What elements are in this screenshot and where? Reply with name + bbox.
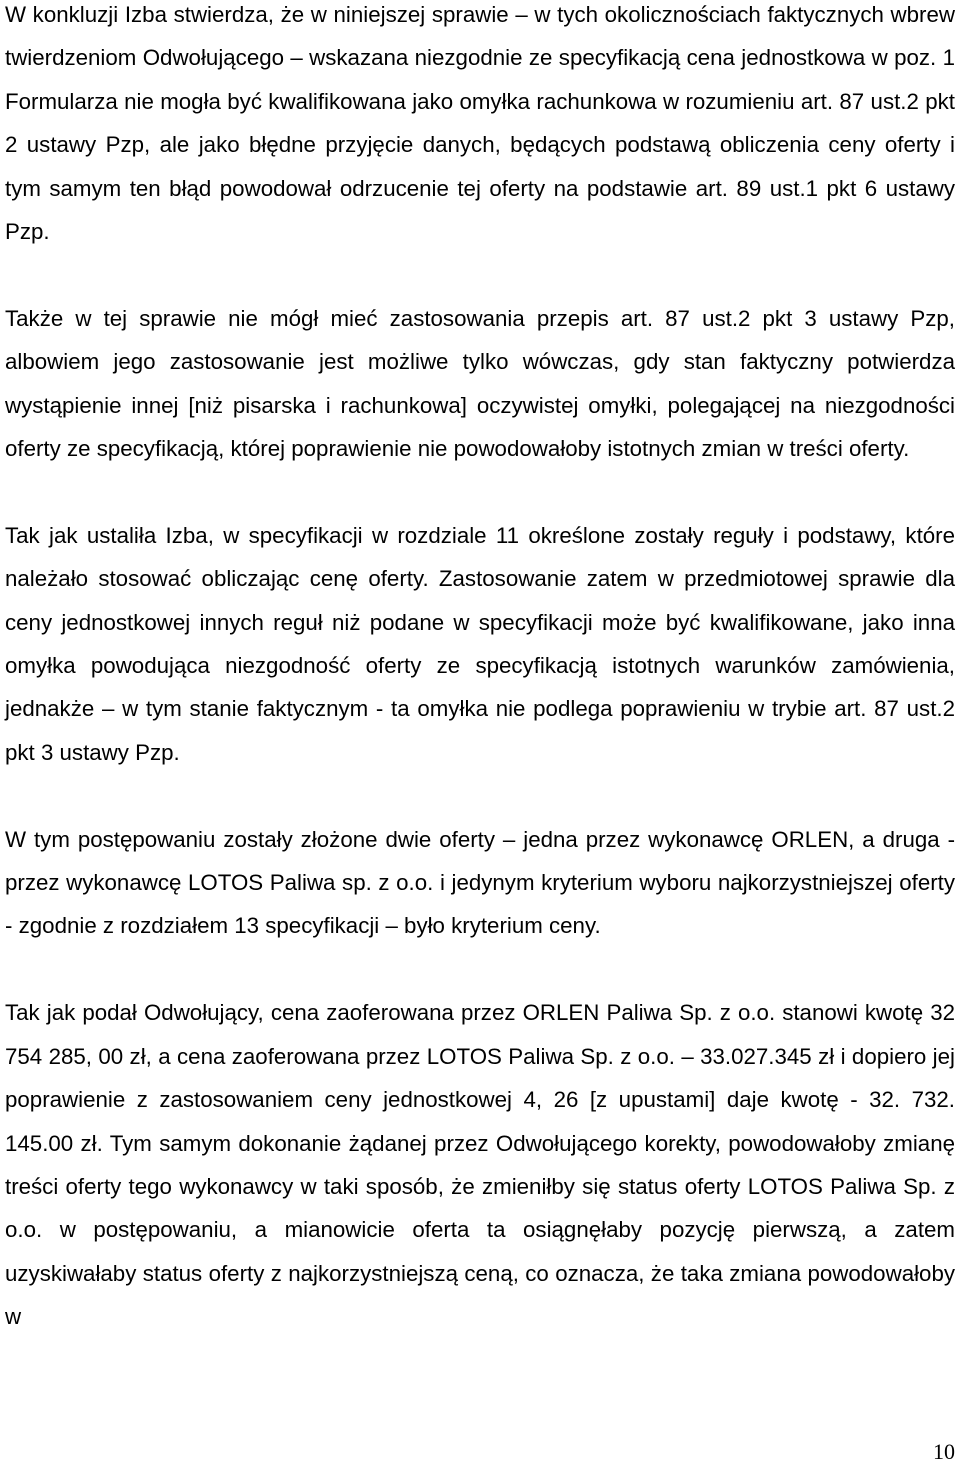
document-body: [5, 0, 955, 1382]
paragraph-specification-rules: Tak jak ustaliła Izba, w specyfikacji w rozdziale 11 określone zostały reguły i podstawy, które należało stosować obliczając cenę oferty. Zastosowanie zatem w przedmiotowej sprawie dla ceny jednostkowej innych reguł niż podane w specyfikacji może być kwalifikowane, jako inna omyłka powodująca niezgodność oferty ze specyfikacją istotnych warunków zamówienia, jednakże – w tym stanie faktycznym - ta omyłka nie podlega poprawieniu w trybie art. 87 ust.2 pkt 3 ustawy Pzp.: [5, 522, 955, 765]
paragraph-art-87-pkt-3: Także w tej sprawie nie mógł mieć zastosowania przepis art. 87 ust.2 pkt 3 ustawy Pzp, albowiem jego zastosowanie jest możliwe tylko wówczas, gdy stan faktyczny potwierdza wystąpienie innej [niż pisarska i rachunkowa] oczywistej omyłki, polegającej na niezgodności oferty ze specyfikacją, której poprawienie nie powodowałoby istotnych zmian w treści oferty.: [5, 305, 955, 462]
paragraph-two-offers: W tym postępowaniu zostały złożone dwie oferty – jedna przez wykonawcę ORLEN, a druga - przez wykonawcę LOTOS Paliwa sp. z o.o. i jedynym kryterium wyboru najkorzystniejszej oferty - zgodnie z rozdziałem 13 specyfikacji – było kryterium ceny.: [5, 826, 955, 939]
page-number: 10: [933, 1439, 955, 1464]
paragraph-offer-prices: Tak jak podał Odwołujący, cena zaoferowana przez ORLEN Paliwa Sp. z o.o. stanowi kwotę 32 754 285, 00 zł, a cena zaoferowana przez LOTOS Paliwa Sp. z o.o. – 33.027.345 zł i dopiero jej poprawienie z zastosowaniem ceny jednostkowej 4, 26 [z upustami] daje kwotę - 32. 732. 145.00 zł. Tym samym dokonanie żądanej przez Odwołującego korekty, powodowałoby zmianę treści oferty tego wykonawcy w taki sposób, że zmieniłby się status oferty LOTOS Paliwa Sp. z o.o. w postępowaniu, a mianowicie oferta ta osiągnęłaby pozycję pierwszą, a zatem uzyskiwałaby status oferty z najkorzystniejszą ceną, co oznacza, że taka zmiana powodowałoby w: [5, 1000, 955, 1330]
paragraph-conclusion: W konkluzji Izba stwierdza, że w niniejszej sprawie – w tych okolicznościach faktycznych wbrew twierdzeniom Odwołującego – wskazana niezgodnie ze specyfikacją cena jednostkowa w poz. 1 Formularza nie mogła być kwalifikowana jako omyłka rachunkowa w rozumieniu art. 87 ust.2 pkt 2 ustawy Pzp, ale jako błędne przyjęcie danych, będących podstawą obliczenia ceny oferty i tym samym ten błąd powodował odrzucenie tej oferty na podstawie art. 89 ust.1 pkt 6 ustawy Pzp.: [5, 2, 955, 245]
